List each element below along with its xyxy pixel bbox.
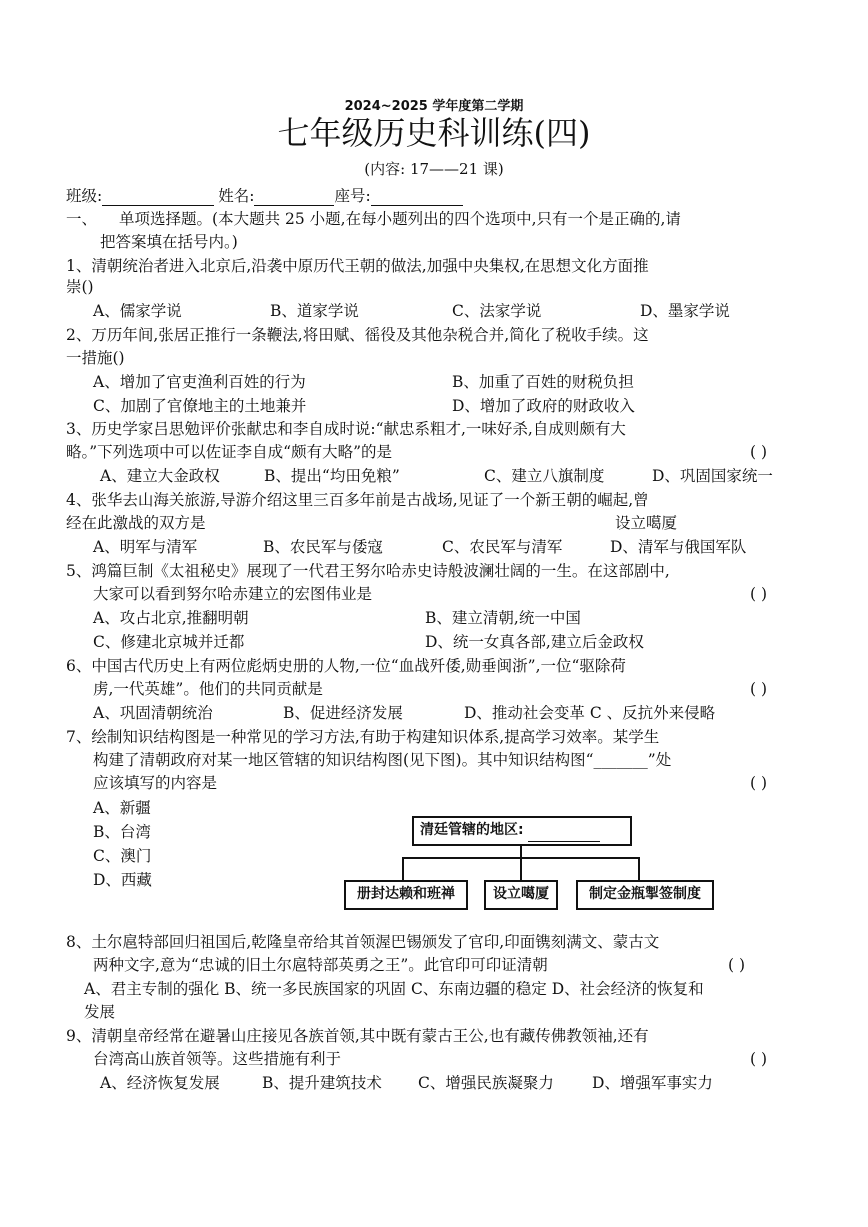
question-3-answer-paren[interactable]: ( ) [750,443,768,461]
question-2-option-a[interactable]: A、增加了官吏渔利百姓的行为 [93,373,306,391]
question-7-option-a[interactable]: A、新疆 [93,799,151,817]
diagram-connector-middle [520,857,522,881]
section-heading [66,209,681,229]
question-2-option-d[interactable]: D、增加了政府的财政收入 [452,397,635,415]
question-3-option-d[interactable]: D、巩固国家统一 [652,467,773,485]
question-9-option-c[interactable]: C、增强民族凝聚力 [418,1074,554,1092]
question-1-option-a[interactable]: A、儒家学说 [93,302,182,320]
question-6-option-b[interactable]: B、促进经济发展 [283,704,403,722]
question-4-option-b[interactable]: B、农民军与倭寇 [263,538,383,556]
question-7-answer-paren[interactable]: ( ) [750,774,768,792]
question-1-line-2: 崇() [66,278,94,296]
question-6-answer-paren[interactable]: ( ) [750,680,768,698]
question-8-options-cont: 发展 [84,1003,116,1021]
diagram-box-2: 设立噶厦 [484,880,558,910]
question-5-line-1: 5、鸿篇巨制《太祖秘史》展现了一代君王努尔哈赤史诗般波澜壮阔的一生。在这部剧中, [66,562,670,580]
page-subtitle: (内容: 17——21 课) [364,160,504,178]
question-4-line-2: 经在此激战的双方是 [66,514,206,532]
question-5-option-c[interactable]: C、修建北京城并迁都 [93,633,245,651]
question-2-line-2: 一措施() [66,349,125,367]
question-6-line-2: 虏,一代英雄”。他们的共同贡献是 [93,680,323,698]
question-4-option-d[interactable]: D、清军与俄国军队 [610,538,747,556]
question-4-option-c[interactable]: C、农民军与清军 [442,538,563,556]
question-7-line-1: 7、绘制知识结构图是一种常见的学习方法,有助于构建知识体系,提高学习效率。某学生 [66,728,660,746]
question-6-line-1: 6、中国古代历史上有两位彪炳史册的人物,一位“血战歼倭,勋垂闽浙”,一位“驱除荷 [66,657,626,675]
seat-blank[interactable] [371,189,463,206]
question-8-line-1: 8、土尔扈特部回归祖国后,乾隆皇帝给其首领渥巴锡颁发了官印,印面镌刻满文、蒙古文 [66,933,660,951]
question-4-stray-text: 设立噶厦 [615,514,678,532]
question-7-option-d[interactable]: D、西藏 [93,871,152,889]
question-3-option-b[interactable]: B、提出“均田免粮” [264,467,400,485]
section-title: 单项选择题。(本大题共 25 小题,在每小题列出的四个选项中,只有一个是正确的,请 [119,210,681,228]
class-label: 班级: [66,187,103,205]
question-9-line-2: 台湾高山族首领等。这些措施有利于 [93,1050,342,1068]
student-info-row [66,186,463,206]
header-year: 2024~2025 学年度第二学期 [344,99,524,114]
question-7-line-3: 应该填写的内容是 [93,774,218,792]
question-3-option-c[interactable]: C、建立八旗制度 [484,467,605,485]
question-2-option-b[interactable]: B、加重了百姓的财税负担 [452,373,634,391]
question-3-option-a[interactable]: A、建立大金政权 [100,467,220,485]
question-8-answer-paren[interactable]: ( ) [728,956,746,974]
seat-label: 座号: [334,187,371,205]
name-blank[interactable] [254,189,334,206]
question-1-option-b[interactable]: B、道家学说 [270,302,359,320]
question-1-option-d[interactable]: D、墨家学说 [640,302,730,320]
question-3-line-2: 略。”下列选项中可以佐证李自成“颇有大略”的是 [66,443,393,461]
question-5-line-2: 大家可以看到努尔哈赤建立的宏图伟业是 [93,585,373,603]
question-1-line-1: 1、清朝统治者进入北京后,沿袭中原历代王朝的做法,加强中央集权,在思想文化方面推 [66,257,649,275]
question-8-options[interactable]: A、君主专制的强化 B、统一多民族国家的巩固 C、东南边疆的稳定 D、社会经济的恢复和 [84,980,704,998]
section-number: 一、 [66,210,98,228]
diagram-connector-left [402,857,404,881]
question-7-option-b[interactable]: B、台湾 [93,823,151,841]
question-3-line-1: 3、历史学家吕思勉评价张献忠和李自成时说:“献忠系粗才,一味好杀,自成则颇有大 [66,420,626,438]
question-8-line-2: 两种文字,意为“忠诚的旧土尔扈特部英勇之王”。此官印可印证清朝 [93,956,548,974]
question-1-option-c[interactable]: C、法家学说 [452,302,542,320]
question-9-answer-paren[interactable]: ( ) [750,1050,768,1068]
question-2-option-c[interactable]: C、加剧了官僚地主的土地兼并 [93,397,307,415]
class-blank[interactable] [102,189,214,206]
diagram-connector-stem [520,844,522,858]
question-5-answer-paren[interactable]: ( ) [750,585,768,603]
question-9-option-b[interactable]: B、提升建筑技术 [262,1074,382,1092]
question-5-option-a[interactable]: A、攻占北京,推翻明朝 [93,609,249,627]
diagram-connector-right [638,857,640,881]
question-6-option-a[interactable]: A、巩固清朝统治 [93,704,213,722]
question-4-option-a[interactable]: A、明军与清军 [93,538,198,556]
knowledge-structure-diagram [340,812,720,916]
question-2-line-1: 2、万历年间,张居正推行一条鞭法,将田赋、徭役及其他杂税合并,简化了税收手续。这 [66,326,649,344]
question-9-option-a[interactable]: A、经济恢复发展 [100,1074,220,1092]
question-5-option-b[interactable]: B、建立清朝,统一中国 [425,609,581,627]
diagram-top-box [412,816,632,846]
diagram-top-label: 清廷管辖的地区: [420,822,524,838]
page-title: 七年级历史科训练(四) [277,114,591,152]
question-7-line-2: 构建了清朝政府对某一地区管辖的知识结构图(见下图)。其中知识结构图“_______”处 [93,751,672,769]
question-4-line-1: 4、张华去山海关旅游,导游介绍这里三百多年前是古战场,见证了一个新王朝的崛起,曾 [66,491,649,509]
diagram-answer-blank [528,827,600,842]
question-5-option-d[interactable]: D、统一女真各部,建立后金政权 [425,633,644,651]
question-6-option-d-c[interactable]: D、推动社会变革 C 、反抗外来侵略 [464,704,716,722]
diagram-box-1: 册封达赖和班禅 [344,880,468,910]
section-title-cont: 把答案填在括号内。) [100,233,238,251]
question-9-line-1: 9、清朝皇帝经常在避暑山庄接见各族首领,其中既有蒙古王公,也有藏传佛教领袖,还有 [66,1027,649,1045]
question-7-option-c[interactable]: C、澳门 [93,847,152,865]
diagram-box-3: 制定金瓶掣签制度 [576,880,714,910]
question-9-option-d[interactable]: D、增强军事实力 [592,1074,713,1092]
name-label: 姓名: [218,187,255,205]
